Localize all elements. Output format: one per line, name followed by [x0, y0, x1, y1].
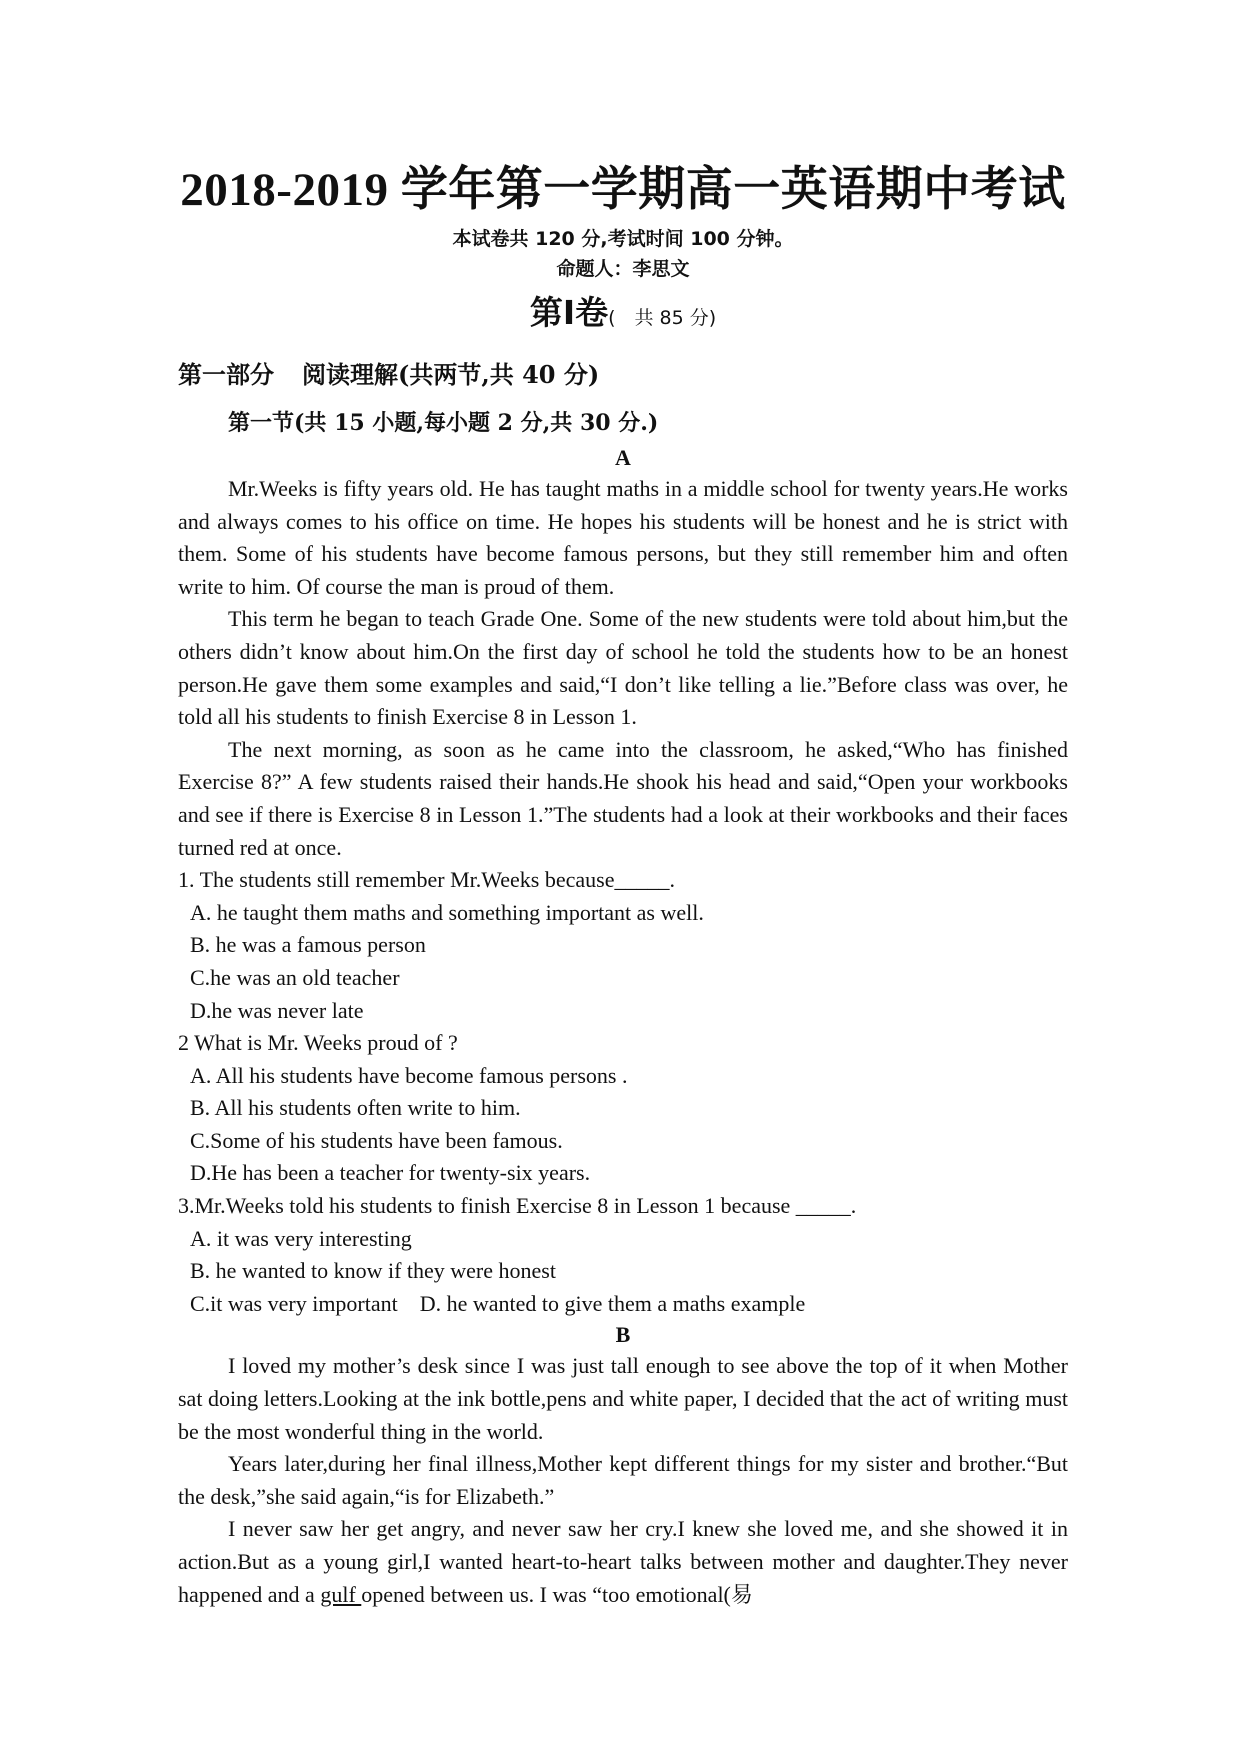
exam-title: 2018-2019 学年第一学期高一英语期中考试 [180, 164, 1066, 216]
part-subtitle: 阅读理解(共两节,共 40 分) [302, 360, 600, 389]
part-heading [178, 355, 1068, 395]
underlined-word: gulf [320, 1581, 362, 1607]
question-2-option-a: A. All his students have become famous persons . [190, 1062, 628, 1088]
passage-b-paragraph: I loved my mother’s desk since I was just tall enough to see above the top of it when Mother sat doing letters.Looking at the ink bottle,pens and white paper, I decided that the act of writing must be the most wonderful thing in the world. [178, 1353, 1068, 1444]
exam-info: 本试卷共 120 分,考试时间 100 分钟。 [452, 228, 794, 250]
question-3-stem: 3.Mr.Weeks told his students to finish Exercise 8 in Lesson 1 because _____. [178, 1193, 857, 1219]
section-heading: 第一节(共 15 小题,每小题 2 分,共 30 分.) [228, 410, 659, 436]
question-2-option-c: C.Some of his students have been famous. [190, 1127, 563, 1153]
part-title: 第一部分 [178, 360, 274, 389]
question-1-option-b: B. he was a famous person [190, 932, 426, 958]
exam-author: 命题人：李思文 [556, 258, 690, 280]
question-2-option-d: D.He has been a teacher for twenty-six years. [190, 1160, 591, 1186]
passage-b-text-after: opened between us. I was “too emotional(易 [361, 1581, 753, 1607]
passage-a-paragraph: The next morning, as soon as he came into the classroom, he asked,“Who has finished Exercise 8?” A few students raised their hands.He shook his head and said,“Open your workbooks and see if there is Exercise 8 in Lesson 1.”The students had a look at their workbooks and their faces turned red at once. [178, 736, 1068, 860]
passage-b-label: B [615, 1322, 631, 1348]
passage-b-paragraph [178, 1513, 1068, 1611]
passage-a-paragraph: This term he began to teach Grade One. Some of the new students were told about him,but the others didn’t know about him.On the first day of school he told the students how to be an honest person.He gave them some examples and said,“I don’t like telling a lie.”Before class was over, he told all his students to finish Exercise 8 in Lesson 1. [178, 606, 1068, 730]
question-2-stem: 2 What is Mr. Weeks proud of ? [178, 1030, 458, 1056]
question-3-option-d: D. he wanted to give them a maths example [419, 1290, 806, 1316]
volume-note: ( 共 85 分) [608, 307, 717, 329]
volume-title: 第Ⅰ卷 [529, 293, 609, 332]
question-1-option-c: C.he was an old teacher [190, 964, 400, 990]
question-3-option-c: C.it was very important [190, 1290, 398, 1316]
exam-page [178, 0, 1068, 1611]
question-3-option-a: A. it was very interesting [190, 1225, 412, 1251]
question-3-options-cd [178, 1288, 1068, 1321]
question-2-option-b: B. All his students often write to him. [190, 1095, 521, 1121]
question-1-stem: 1. The students still remember Mr.Weeks because_____. [178, 867, 675, 893]
passage-a-paragraph: Mr.Weeks is fifty years old. He has taught maths in a middle school for twenty years.He works and always comes to his office on time. He hopes his students will be honest and he is strict with them. Some of his students have become famous persons, but they still remember him and often write to him. Of course the man is proud of them. [178, 476, 1068, 599]
passage-b-text-before: I never saw her get angry, and never saw her cry.I knew she loved me, and she showed it in action.But as a young girl,I wanted heart-to-heart talks between mother and daughter.They never happened and a [178, 1516, 1068, 1607]
question-3-option-b: B. he wanted to know if they were honest [190, 1258, 556, 1284]
passage-a-label: A [615, 445, 631, 470]
question-1-option-a: A. he taught them maths and something important as well. [190, 899, 704, 925]
passage-b-paragraph: Years later,during her final illness,Mother kept different things for my sister and brother.“But the desk,”she said again,“is for Elizabeth.” [178, 1451, 1068, 1509]
question-1-option-d: D.he was never late [190, 997, 364, 1023]
volume-heading [178, 292, 1068, 341]
